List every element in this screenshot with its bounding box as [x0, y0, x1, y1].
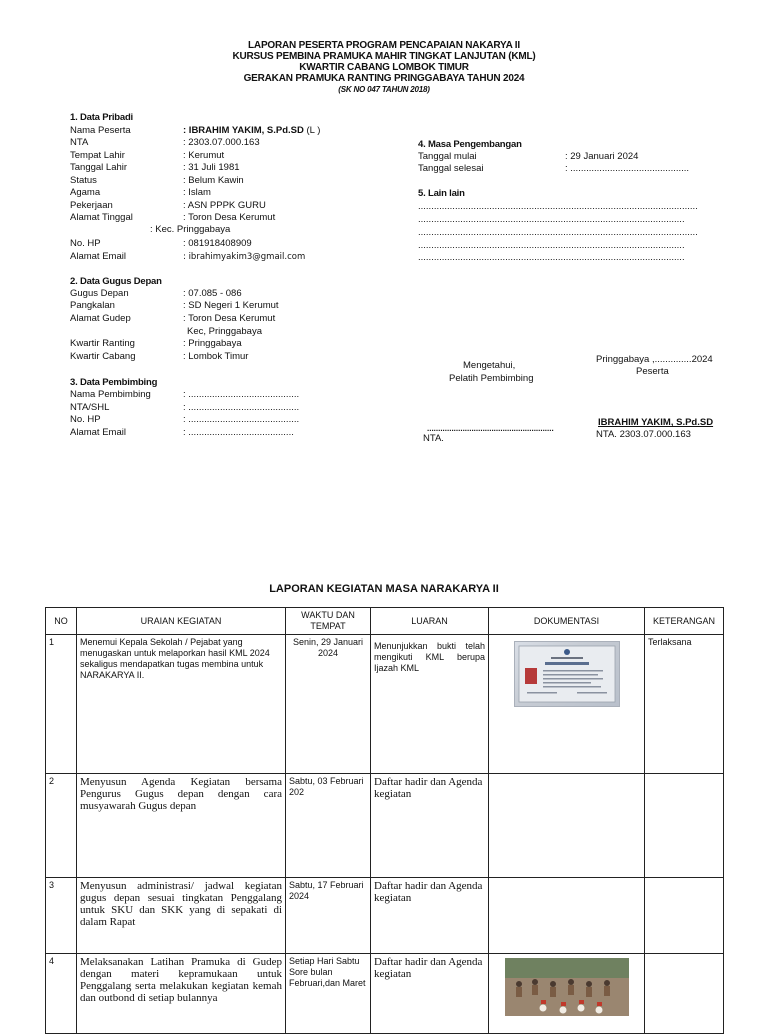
- cell-dokumentasi: [489, 954, 645, 1034]
- cell-keterangan: Terlaksana: [645, 635, 724, 774]
- cell-dokumentasi: [489, 878, 645, 954]
- field-tanggal-mulai-label: Tanggal mulai: [418, 151, 477, 162]
- section-title-gugus: 2. Data Gugus Depan: [70, 276, 162, 287]
- cell-keterangan: [645, 878, 724, 954]
- cell-dokumentasi: [489, 774, 645, 878]
- cell-uraian: Menemui Kepala Sekolah / Pejabat yang menugaskan untuk melaporkan hasil KML 2024 sekaligus mendapatkan tugas membina untuk NARAKARYA II.: [77, 635, 286, 774]
- lain-line: ..........................................................................................................: [418, 227, 698, 238]
- col-header-dokumentasi: DOKUMENTASI: [489, 608, 645, 635]
- sig-date-line: Pringgabaya ,..............2024: [596, 354, 713, 365]
- section-title-pembimbing: 3. Data Pembimbing: [70, 377, 158, 388]
- cell-uraian: Melaksanakan Latihan Pramuka di Gudep dengan materi kepramukaan untuk Penggalang serta melakukan kegiatan kemah dan outbond di setiap bulannya: [77, 954, 286, 1034]
- col-header-no: NO: [46, 608, 77, 635]
- cell-no: 1: [46, 635, 77, 774]
- header-line-1: LAPORAN PESERTA PROGRAM PENCAPAIAN NAKARYA II: [248, 40, 520, 51]
- activity-title: LAPORAN KEGIATAN MASA NARAKARYA II: [269, 583, 499, 595]
- cell-waktu: Sabtu, 17 Februari 2024: [286, 878, 371, 954]
- activity-photo: [505, 958, 629, 1016]
- field-tanggal-selesai-value: : .............................................: [565, 163, 690, 174]
- table-row: [46, 635, 724, 774]
- section-title-pribadi: 1. Data Pribadi: [70, 112, 133, 123]
- sig-peserta: Peserta: [636, 366, 669, 377]
- table-row: [46, 878, 724, 954]
- section-title-masa: 4. Masa Pengembangan: [418, 139, 522, 150]
- nama-value: : IBRAHIM YAKIM, S.Pd.SD: [183, 125, 304, 136]
- cell-luaran: Daftar hadir dan Agenda kegiatan: [371, 954, 489, 1034]
- col-header-uraian: URAIAN KEGIATAN: [77, 608, 286, 635]
- table-row: [46, 774, 724, 878]
- report-header: [0, 40, 768, 95]
- field-alamat-kecamatan: : Kec. Pringgabaya: [150, 224, 231, 235]
- cell-luaran: Daftar hadir dan Agenda kegiatan: [371, 774, 489, 878]
- cell-luaran: Menunjukkan bukti telah mengikuti KML berupa Ijazah KML: [371, 635, 489, 774]
- sig-right-nta: NTA. 2303.07.000.163: [596, 429, 691, 440]
- field-tanggal-selesai-label: Tanggal selesai: [418, 163, 484, 174]
- cell-waktu: Sabtu, 03 Februari 202: [286, 774, 371, 878]
- sig-left-nta: NTA.: [423, 433, 444, 444]
- lain-line: .....................................................................................................: [418, 240, 685, 251]
- col-header-waktu: WAKTU DAN TEMPAT: [286, 608, 371, 635]
- certificate-photo: [514, 641, 620, 707]
- cell-no: 2: [46, 774, 77, 878]
- sig-left-line: .........................................................: [427, 424, 554, 433]
- col-header-luaran: LUARAN: [371, 608, 489, 635]
- cell-uraian: Menyusun administrasi/ jadwal kegiatan gugus depan sesuai tingkatan Penggalang untuk SKU dan SKK yang di sepakati di dalam Rapat: [77, 878, 286, 954]
- header-line-3: KWARTIR CABANG LOMBOK TIMUR: [299, 62, 469, 73]
- col-header-keterangan: KETERANGAN: [645, 608, 724, 635]
- sig-right-name: IBRAHIM YAKIM, S.Pd.SD: [598, 417, 714, 428]
- cell-waktu: Setiap Hari Sabtu Sore bulan Februari,dan Maret: [286, 954, 371, 1034]
- lain-line: ..........................................................................................................: [418, 201, 698, 212]
- header-line-4: GERAKAN PRAMUKA RANTING PRINGGABAYA TAHUN 2024: [243, 73, 525, 84]
- table-header-row: [46, 608, 724, 635]
- gender-value: (L ): [303, 125, 321, 136]
- cell-no: 4: [46, 954, 77, 1034]
- header-line-2: KURSUS PEMBINA PRAMUKA MAHIR TINGKAT LANJUTAN (KML): [232, 51, 536, 62]
- scouts-image: [505, 958, 629, 1016]
- header-sk-number: (SK NO 047 TAHUN 2018): [338, 85, 430, 94]
- lain-line: .....................................................................................................: [418, 214, 685, 225]
- cell-luaran: Daftar hadir dan Agenda kegiatan: [371, 878, 489, 954]
- activity-table: [45, 607, 724, 1034]
- lain-line: .....................................................................................................: [418, 252, 685, 263]
- cell-keterangan: [645, 774, 724, 878]
- cell-keterangan: [645, 954, 724, 1034]
- table-row: [46, 954, 724, 1034]
- cell-no: 3: [46, 878, 77, 954]
- field-alamat-gudep-kec: Kec, Pringgabaya: [187, 326, 262, 337]
- cell-waktu: Senin, 29 Januari 2024: [286, 635, 371, 774]
- cell-dokumentasi: [489, 635, 645, 774]
- cell-uraian: Menyusun Agenda Kegiatan bersama Pengurus Gugus depan dengan cara musyawarah Gugus depan: [77, 774, 286, 878]
- certificate-image: [515, 642, 619, 706]
- sig-pelatih: Pelatih Pembimbing: [449, 373, 534, 384]
- sig-mengetahui: Mengetahui,: [463, 360, 516, 371]
- field-tanggal-mulai-value: : 29 Januari 2024: [565, 151, 639, 162]
- section-title-lain: 5. Lain lain: [418, 188, 465, 199]
